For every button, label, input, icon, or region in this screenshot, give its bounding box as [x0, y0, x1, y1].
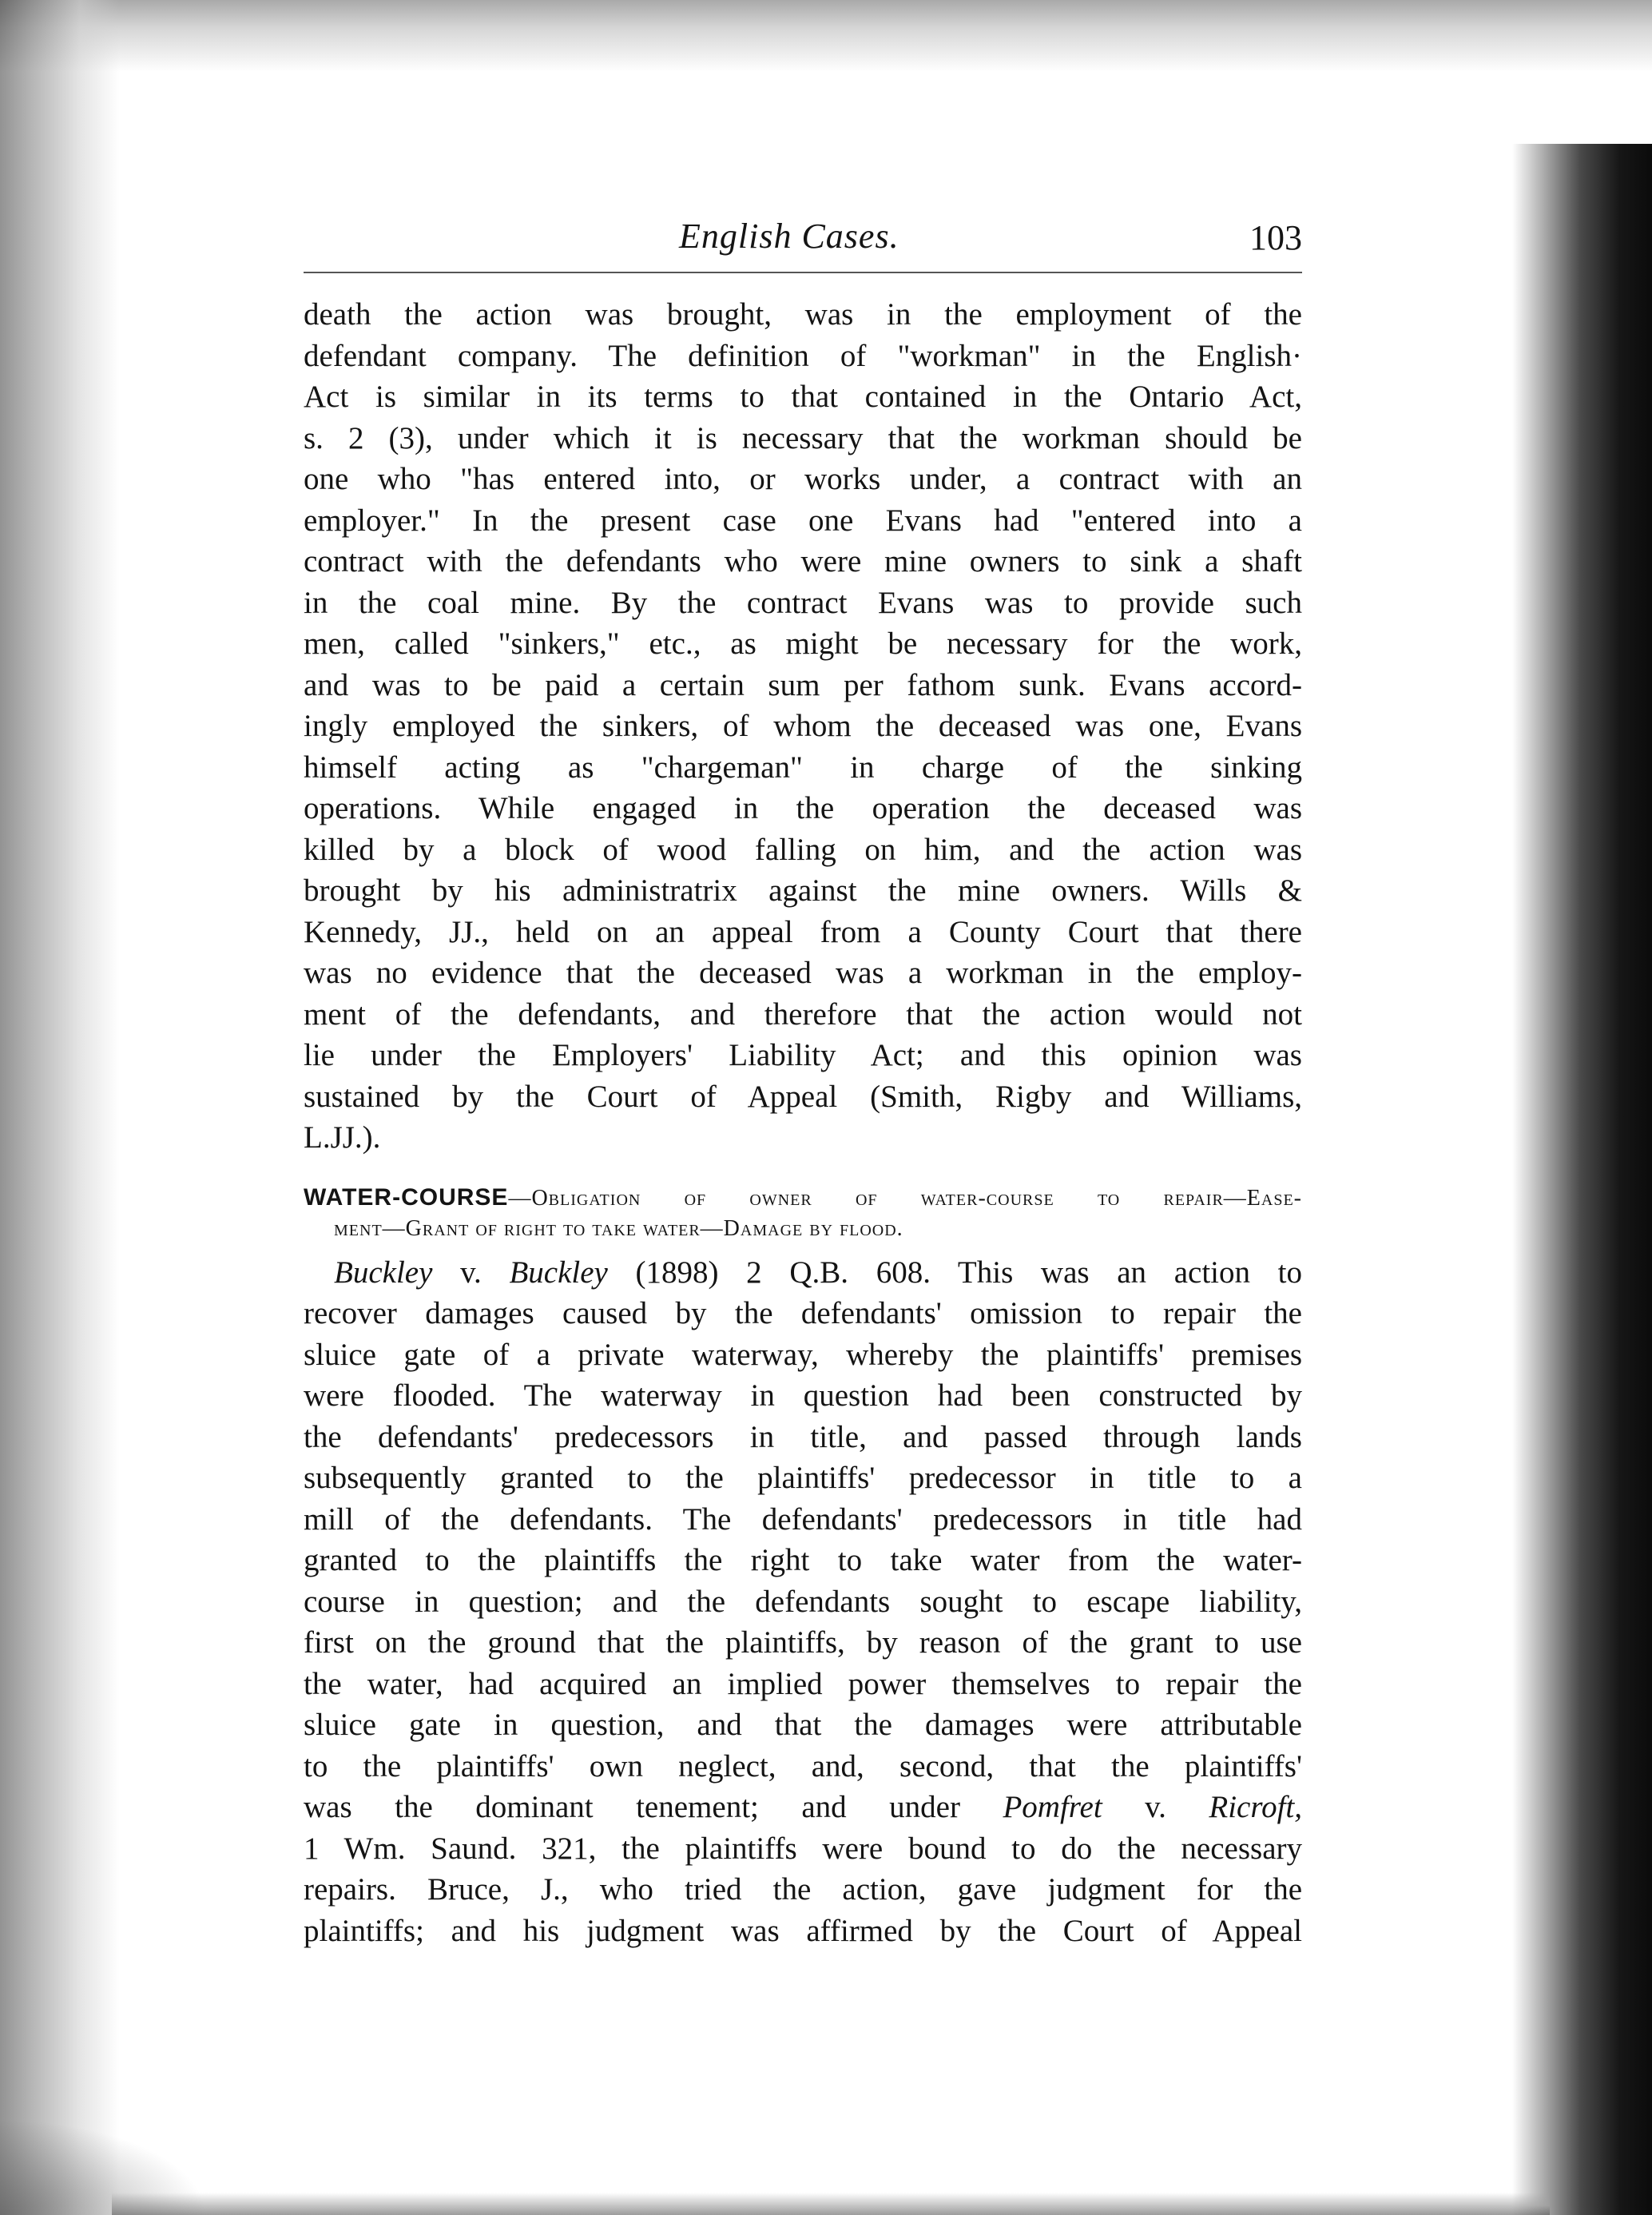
- text-line: course in question; and the defendants sought to escape liability,: [304, 1584, 1302, 1619]
- text-line: granted to the plaintiffs the right to take water from the water-: [304, 1543, 1302, 1577]
- text-line: subsequently granted to the plaintiffs' predecessor in title to a: [304, 1461, 1302, 1495]
- heading-subtitle-continued: ment—Grant of right to take water—Damage by flood.: [334, 1215, 903, 1241]
- text-line: men, called "sinkers," etc., as might be necessary for the work,: [304, 626, 1302, 661]
- heading-subtitle: —Obligation of owner of water-course to repair—Ease-: [508, 1185, 1302, 1211]
- scan-corner-shadow: [0, 2119, 208, 2215]
- text-line: and was to be paid a certain sum per fathom sunk. Evans accord-: [304, 667, 1302, 702]
- text-line: defendant company. The definition of "workman" in the English·: [304, 338, 1302, 373]
- book-page: [304, 216, 1302, 1951]
- text-line: lie under the Employers' Liability Act; and this opinion was: [304, 1038, 1302, 1072]
- scan-edge-bottom: [112, 2193, 1550, 2215]
- text-line: first on the ground that the plaintiffs, by reason of the grant to use: [304, 1625, 1302, 1660]
- text-line: recover damages caused by the defendants' omission to repair the: [304, 1296, 1302, 1330]
- text-line: himself acting as "chargeman" in charge of the sinking: [304, 750, 1302, 785]
- page-number: 103: [1249, 218, 1302, 257]
- case-name: Buckley: [509, 1255, 608, 1290]
- citation: (1898) 2 Q.B. 608. This was an action to: [607, 1255, 1303, 1290]
- text-line: Kennedy, JJ., held on an appeal from a County Court that there: [304, 914, 1302, 949]
- text-line: to the plaintiffs' own neglect, and, second, that the plaintiffs': [304, 1748, 1302, 1784]
- text-line: were flooded. The waterway in question had been constructed by: [304, 1378, 1302, 1413]
- case-name: Ricroft,: [1209, 1790, 1303, 1824]
- text-fragment: was the dominant tenement; and under: [304, 1790, 1003, 1824]
- versus: v.: [432, 1255, 510, 1290]
- text-line: one who "has entered into, or works under, a contract with an: [304, 462, 1302, 496]
- scan-edge-top: [0, 0, 1652, 72]
- text-line: the defendants' predecessors in title, and passed through lands: [304, 1419, 1302, 1454]
- text-line: was no evidence that the deceased was a workman in the employ-: [304, 956, 1302, 990]
- text-line: brought by his administratrix against the mine owners. Wills &: [304, 873, 1302, 908]
- text-line: mill of the defendants. The defendants' predecessors in title had: [304, 1501, 1302, 1537]
- page-header: [304, 216, 1302, 273]
- heading-main: WATER-COURSE: [304, 1183, 509, 1211]
- text-line: sustained by the Court of Appeal (Smith, Rigby and Williams,: [304, 1079, 1302, 1114]
- scan-edge-left: [0, 0, 120, 2215]
- case-name: Buckley: [334, 1255, 433, 1290]
- text-line: death the action was brought, was in the employment of the: [304, 297, 1302, 332]
- text-line: sluice gate in question, and that the damages were attributable: [304, 1708, 1302, 1742]
- text-line: the water, had acquired an implied power themselves to repair the: [304, 1666, 1302, 1701]
- text-line: contract with the defendants who were mine owners to sink a shaft: [304, 544, 1302, 579]
- section-heading: [304, 1183, 1302, 1244]
- scan-edge-right: [1512, 144, 1652, 2215]
- text-line: repairs. Bruce, J., who tried the action, gave judgment for the: [304, 1872, 1302, 1907]
- page-body: [304, 294, 1302, 1951]
- text-line: sluice gate of a private waterway, whereby the plaintiffs' premises: [304, 1337, 1302, 1372]
- text-line: [304, 1787, 1302, 1828]
- text-line: employer." In the present case one Evans had "entered into a: [304, 503, 1302, 538]
- text-line: ingly employed the sinkers, of whom the deceased was one, Evans: [304, 709, 1302, 743]
- text-line: s. 2 (3), under which it is necessary that the workman should be: [304, 420, 1302, 455]
- running-title: English Cases.: [679, 217, 899, 256]
- paragraph-employers-liability: [304, 294, 1302, 1159]
- text-line: L.JJ.).: [304, 1120, 381, 1155]
- text-line: operations. While engaged in the operation the deceased was: [304, 791, 1302, 825]
- paragraph-water-course: [304, 1252, 1302, 1952]
- text-line: 1 Wm. Saund. 321, the plaintiffs were bound to do the necessary: [304, 1831, 1302, 1866]
- text-line: in the coal mine. By the contract Evans was to provide such: [304, 585, 1302, 620]
- text-line: Act is similar in its terms to that contained in the Ontario Act,: [304, 380, 1302, 414]
- case-citation-line: [304, 1252, 1302, 1294]
- text-line: ment of the defendants, and therefore that the action would not: [304, 996, 1302, 1032]
- text-line: killed by a block of wood falling on him, and the action was: [304, 832, 1302, 867]
- versus: v.: [1102, 1790, 1209, 1824]
- text-line: plaintiffs; and his judgment was affirmed by the Court of Appeal: [304, 1913, 1302, 1948]
- case-name: Pomfret: [1003, 1790, 1102, 1824]
